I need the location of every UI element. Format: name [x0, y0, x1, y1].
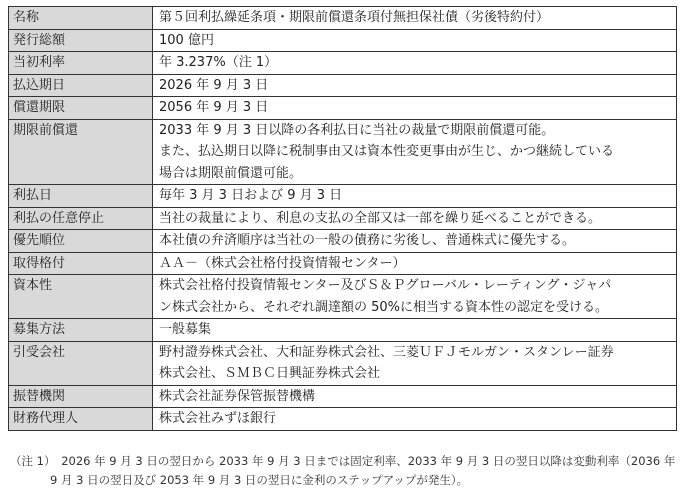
- row-value-line: 株式会社格付投資情報センター及びＳ＆Ｐグローバル・レーティング・ジャパ: [159, 278, 612, 293]
- table-row: [9, 207, 677, 230]
- row-value: [153, 29, 677, 52]
- row-value-line: 2056 年 9 月 3 日: [159, 100, 269, 115]
- row-value-line: また、払込期日以降に税制事由又は資本性変更事由が生じ、かつ継続している: [159, 144, 615, 159]
- row-label: 当初利率: [9, 52, 153, 75]
- table-row: [9, 185, 677, 208]
- row-value-line: 第５回利払繰延条項・期限前償還条項付無担保社債（劣後特約付）: [159, 10, 550, 25]
- row-label: 期限前償還: [9, 119, 153, 185]
- table-row: [9, 275, 677, 319]
- row-value: [153, 275, 677, 319]
- row-value-line: 本社債の弁済順序は当社の一般の債務に劣後し、普通株式に優先する。: [159, 233, 576, 248]
- row-value-line: 毎年 3 月 3 日および 9 月 3 日: [159, 188, 343, 203]
- bond-terms-table: [8, 6, 677, 431]
- bond-terms-table-body: [9, 7, 677, 431]
- row-label: 振替機関: [9, 385, 153, 408]
- table-row: [9, 29, 677, 52]
- row-label: 資本性: [9, 275, 153, 319]
- table-row: [9, 319, 677, 342]
- row-label: 利払日: [9, 185, 153, 208]
- row-value: [153, 185, 677, 208]
- row-label: 募集方法: [9, 319, 153, 342]
- table-row: [9, 97, 677, 120]
- row-value-line: 年 3.237%（注 1）: [159, 55, 278, 70]
- row-label: 償還期限: [9, 97, 153, 120]
- table-row: [9, 385, 677, 408]
- footnote-line-1: （注 1） 2026 年 9 月 3 日の翌日から 2033 年 9 月 3 日までは固定利率、2033 年 9 月 3 日の翌日以降は変動利率（2036 年: [10, 454, 676, 468]
- row-value: [153, 408, 677, 431]
- table-row: [9, 230, 677, 253]
- row-value: [153, 319, 677, 342]
- row-value-line: 野村證券株式会社、大和証券株式会社、三菱ＵＦＪモルガン・スタンレー証券: [159, 344, 614, 360]
- row-value: [153, 385, 677, 408]
- row-value-line: 株式会社証券保管振替機構: [159, 388, 316, 404]
- row-label: 利払の任意停止: [9, 207, 153, 230]
- row-value-line: 2026 年 9 月 3 日: [159, 77, 269, 93]
- table-row: [9, 341, 677, 385]
- row-value: [153, 252, 677, 275]
- row-value: [153, 119, 677, 185]
- row-value-line: 一般募集: [159, 322, 212, 337]
- footnote: [10, 452, 676, 490]
- footnote-line-2: 9 月 3 日の翌日及び 2053 年 9 月 3 日の翌日に金利のステップアップが発生）。: [50, 473, 469, 487]
- row-value-line: 場合は期限前償還可能。: [159, 165, 303, 181]
- row-value: [153, 230, 677, 253]
- row-value: [153, 97, 677, 120]
- table-row: [9, 74, 677, 97]
- table-row: [9, 119, 677, 185]
- row-value: [153, 341, 677, 385]
- row-value-line: 2033 年 9 月 3 日以降の各利払日に当社の裁量で期限前償還可能。: [159, 122, 555, 138]
- row-label: 引受会社: [9, 341, 153, 385]
- row-value: [153, 52, 677, 75]
- row-label: 払込期日: [9, 74, 153, 97]
- row-value: [153, 7, 677, 30]
- row-value-line: 株式会社みずほ銀行: [159, 411, 277, 426]
- row-label: 発行総額: [9, 29, 153, 52]
- table-row: [9, 52, 677, 75]
- row-value-line: 当社の裁量により、利息の支払の全部又は一部を繰り延べることができる。: [159, 210, 602, 226]
- row-value: [153, 74, 677, 97]
- row-label: 優先順位: [9, 230, 153, 253]
- row-label: 名称: [9, 7, 153, 30]
- table-row: [9, 408, 677, 431]
- row-value-line: 100 億円: [159, 32, 214, 48]
- row-value-line: ＡＡ－（株式会社格付投資情報センター）: [159, 255, 406, 271]
- row-value-line: 株式会社、ＳＭＢＣ日興証券株式会社: [159, 366, 381, 381]
- table-row: [9, 7, 677, 30]
- row-value-line: ン株式会社から、それぞれ調達額の 50%に相当する資本性の認定を受ける。: [159, 299, 609, 315]
- table-row: [9, 252, 677, 275]
- row-value: [153, 207, 677, 230]
- row-label: 取得格付: [9, 252, 153, 275]
- row-label: 財務代理人: [9, 408, 153, 431]
